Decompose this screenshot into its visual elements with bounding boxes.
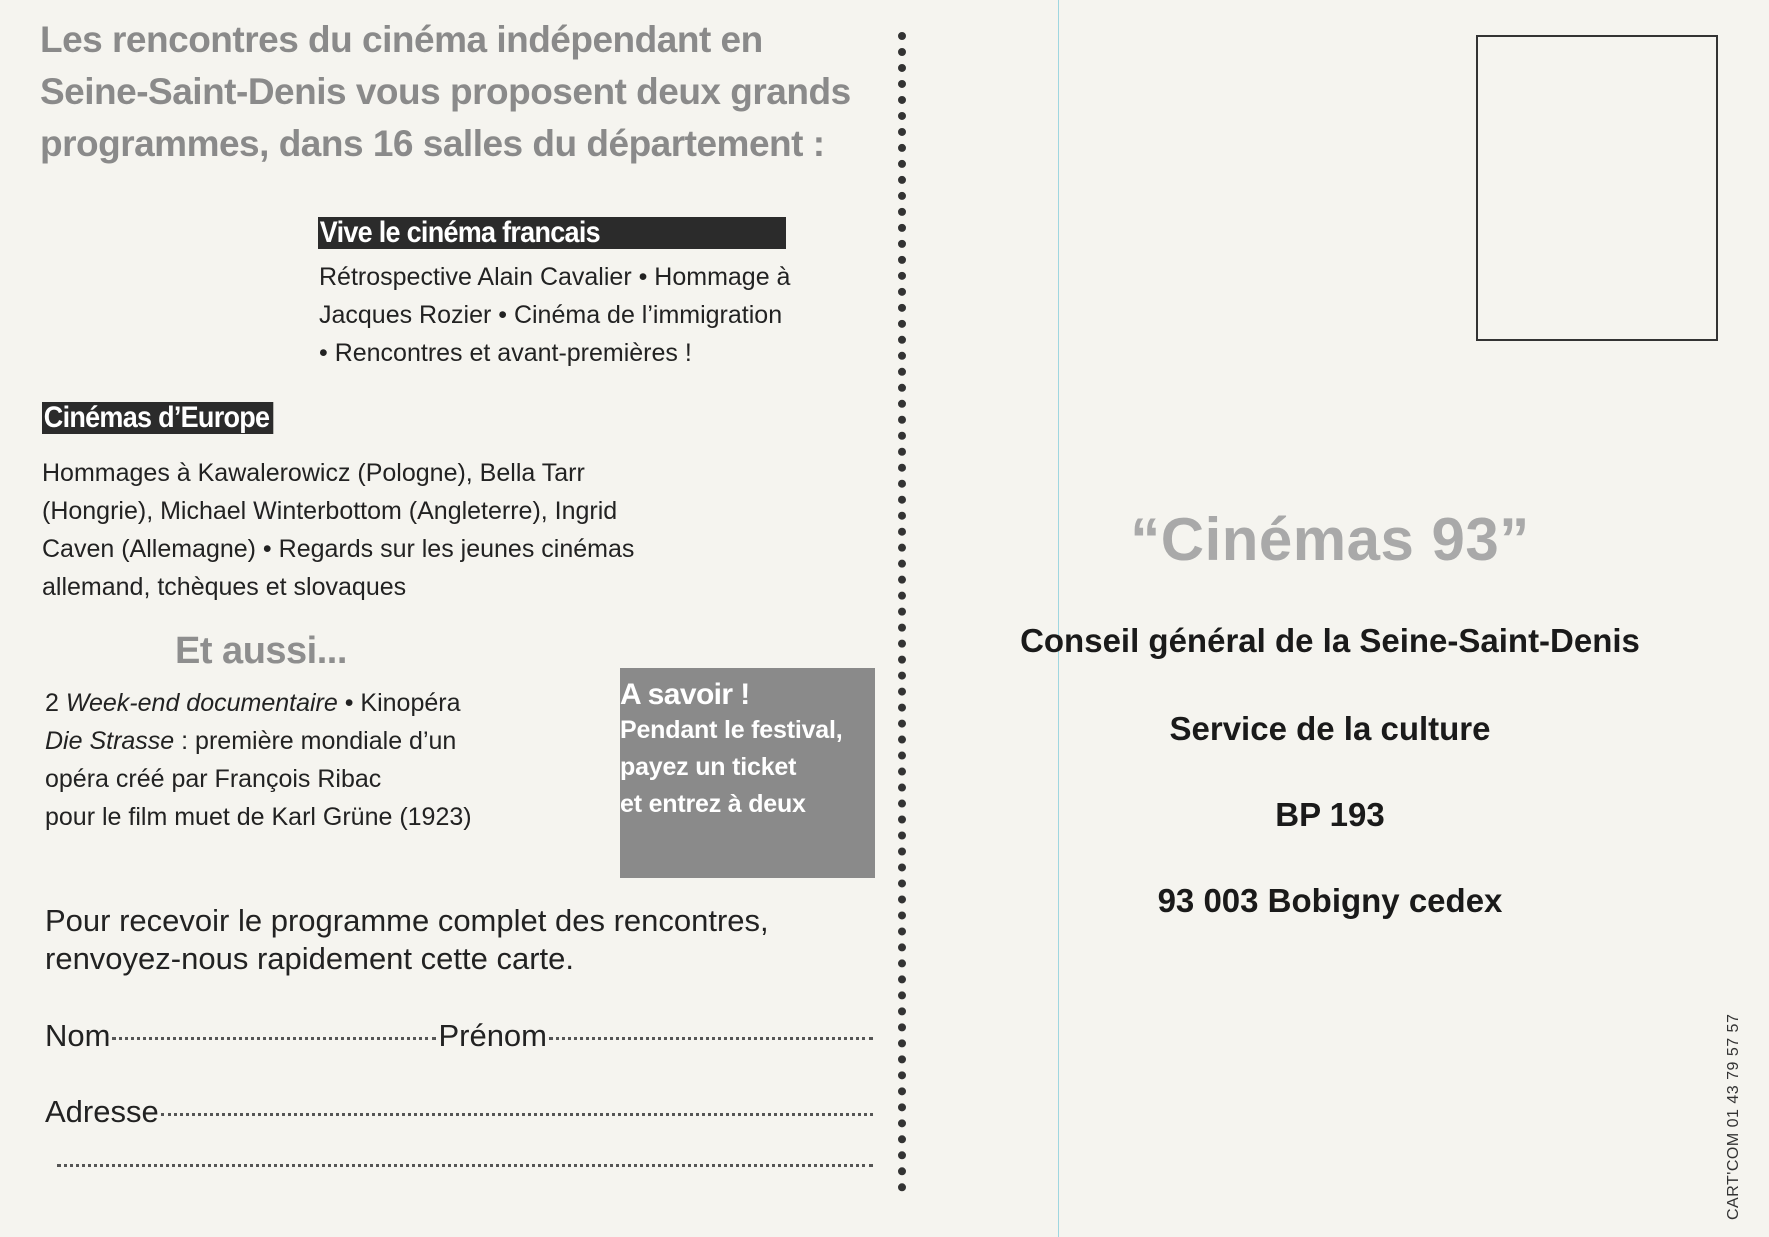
nom-field[interactable] — [112, 1037, 436, 1040]
address-field-row — [45, 1094, 875, 1130]
body-line: pour le film muet de Karl Grüne (1923) — [45, 803, 472, 831]
name-fields-row — [45, 1018, 875, 1054]
body-line: Jacques Rozier • Cinéma de l’immigration — [319, 301, 783, 329]
adresse-label: Adresse — [45, 1094, 159, 1129]
recipient-service: Service de la culture — [1169, 710, 1491, 747]
call-to-action — [45, 902, 769, 978]
intro-line: Les rencontres du cinéma indépendant en — [40, 19, 763, 60]
cta-line: Pour recevoir le programme complet des rencontres, — [45, 903, 769, 938]
recipient-po-box: BP 193 — [1275, 796, 1385, 833]
italic-title: Die Strasse — [45, 727, 175, 755]
info-box-line: et entrez à deux — [620, 790, 806, 818]
adresse-field[interactable] — [161, 1113, 873, 1116]
stamp-box — [1476, 35, 1718, 341]
also-body — [45, 684, 472, 836]
recipient-city: 93 003 Bobigny cedex — [1157, 882, 1503, 919]
section-heading-french-cinema: Vive le cinéma francais — [318, 217, 786, 249]
recipient-title: “Cinémas 93” — [1130, 506, 1530, 573]
body-line: opéra créé par François Ribac — [45, 765, 382, 793]
intro-line: programmes, dans 16 salles du département : — [40, 123, 825, 164]
recipient-org: Conseil général de la Seine-Saint-Denis — [1020, 622, 1640, 659]
info-box-line: payez un ticket — [620, 753, 797, 781]
also-heading: Et aussi... — [175, 630, 347, 672]
intro-line: Seine-Saint-Denis vous proposent deux grands — [40, 71, 851, 112]
text-fragment: 2 — [45, 689, 66, 717]
cta-line: renvoyez-nous rapidement cette carte. — [45, 941, 574, 976]
section-european-cinema-body — [42, 454, 634, 606]
text-fragment: : première mondiale d’un — [174, 727, 457, 755]
text-fragment: • Kinopéra — [337, 689, 461, 717]
section-french-cinema-body — [319, 258, 790, 372]
fold-line — [1058, 0, 1059, 1237]
body-line: allemand, tchèques et slovaques — [42, 573, 407, 601]
section-heading-european-cinema: Cinémas d’Europe — [42, 402, 273, 434]
prenom-field[interactable] — [549, 1037, 873, 1040]
body-line: Hommages à Kawalerowicz (Pologne), Bella Tarr — [42, 459, 585, 487]
prenom-label: Prénom — [438, 1018, 547, 1053]
intro-text — [40, 14, 860, 170]
adresse-field-line-2[interactable] — [57, 1164, 873, 1167]
body-line — [45, 722, 472, 760]
info-box-line: Pendant le festival, — [620, 716, 843, 744]
body-line: Caven (Allemagne) • Regards sur les jeunes cinémas — [42, 535, 635, 563]
body-line: • Rencontres et avant-premières ! — [319, 339, 692, 367]
body-line: Rétrospective Alain Cavalier • Hommage à — [319, 263, 791, 291]
body-line — [45, 684, 472, 722]
nom-label: Nom — [45, 1018, 111, 1053]
perforation-divider — [898, 32, 906, 1192]
info-box — [620, 668, 875, 878]
body-line: (Hongrie), Michael Winterbottom (Angleterre), Ingrid — [42, 497, 618, 525]
italic-title: Week-end documentaire — [65, 689, 338, 717]
address-extra-row — [55, 1170, 875, 1200]
printer-credit: CART'COM 01 43 79 57 57 — [1725, 1013, 1742, 1220]
info-box-title: A savoir ! — [620, 678, 750, 711]
